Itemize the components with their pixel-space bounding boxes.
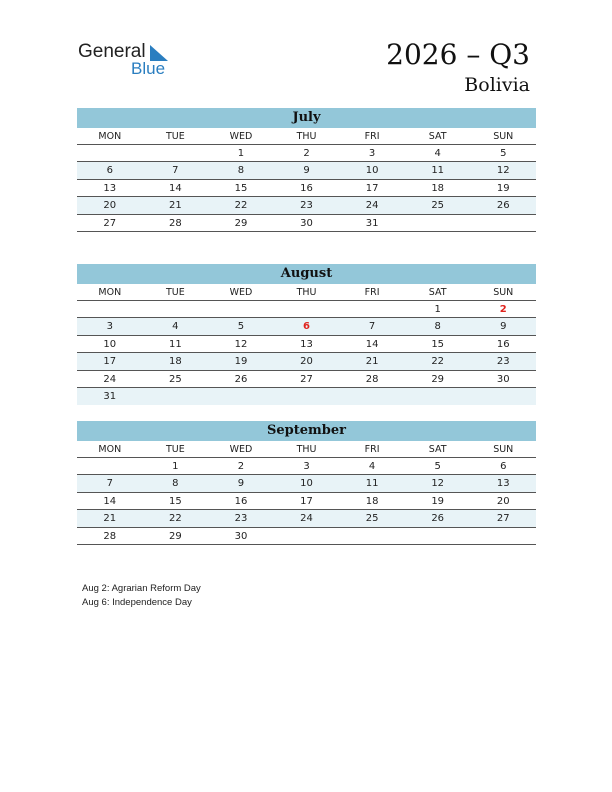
day-cell: 18: [431, 182, 445, 194]
day-cell: 29: [169, 530, 182, 542]
day-cell: 13: [496, 478, 510, 490]
week-row: [77, 388, 536, 405]
day-cell: 8: [434, 321, 441, 333]
day-cell: 20: [103, 200, 117, 212]
day-cell: 4: [434, 148, 441, 159]
day-cell: [405, 528, 471, 544]
logo-blue-text: Blue: [131, 59, 166, 78]
day-cell: [77, 458, 143, 474]
day-cell: 23: [234, 513, 248, 525]
day-cell: 30: [496, 373, 510, 385]
day-cell: [470, 388, 536, 405]
day-cell: 10: [365, 165, 379, 177]
day-cell: 8: [237, 165, 245, 177]
day-cell: 14: [169, 182, 182, 194]
day-cell: 27: [496, 513, 510, 525]
day-cell: [274, 388, 340, 405]
day-cell: 19: [431, 495, 445, 507]
day-cell: 11: [169, 338, 182, 350]
country-name: Bolivia: [464, 74, 530, 96]
day-cell: 30: [234, 530, 248, 542]
day-cell: 15: [234, 182, 248, 194]
page-title: 2026 – Q3: [386, 38, 530, 71]
day-cell: 22: [169, 513, 182, 525]
week-row: [77, 215, 536, 232]
day-cell: 25: [431, 200, 445, 212]
day-cell: 24: [300, 513, 313, 525]
week-row: [77, 510, 536, 527]
weekday-header-row: [77, 284, 536, 301]
month-name: July: [77, 108, 536, 128]
day-cell: 12: [234, 338, 248, 350]
day-cell: 23: [300, 200, 313, 212]
weekday-label: MON: [98, 131, 122, 142]
day-cell: 20: [300, 356, 313, 368]
day-cell: 10: [103, 338, 117, 350]
weekday-header-row: [77, 441, 536, 458]
weekday-label: TUE: [165, 444, 185, 455]
day-cell: 6: [106, 165, 113, 177]
day-cell: 5: [500, 148, 507, 159]
weekday-label: FRI: [364, 444, 380, 455]
day-cell: 19: [496, 182, 510, 194]
day-cell: [405, 388, 471, 405]
day-cell: 12: [431, 478, 445, 490]
day-cell: 4: [172, 321, 179, 333]
day-cell: 15: [169, 495, 182, 507]
week-row: [77, 145, 536, 162]
month-september: [77, 421, 536, 545]
day-cell: 9: [303, 165, 310, 177]
week-row: [77, 318, 536, 335]
day-cell: 16: [300, 182, 313, 194]
day-cell: 20: [496, 495, 510, 507]
day-cell: 18: [365, 495, 379, 507]
day-cell: [143, 145, 209, 161]
day-cell: 22: [234, 200, 248, 212]
day-cell: 28: [103, 530, 117, 542]
weekday-label: WED: [229, 287, 253, 298]
day-cell: [143, 301, 209, 317]
holiday-note: Aug 6: Independence Day: [82, 597, 192, 608]
day-cell: 26: [431, 513, 445, 525]
day-cell: [339, 301, 405, 317]
day-cell: [339, 528, 405, 544]
day-cell: 7: [106, 478, 113, 490]
month-july: [77, 108, 536, 232]
weekday-label: WED: [229, 444, 253, 455]
week-row: [77, 162, 536, 179]
day-cell: [339, 388, 405, 405]
day-cell: 1: [434, 304, 441, 315]
day-cell: 1: [172, 461, 179, 472]
weekday-label: SUN: [493, 444, 514, 455]
day-cell: 17: [300, 495, 313, 507]
logo: [78, 40, 178, 80]
holiday-day-cell: 6: [303, 321, 310, 333]
weekday-label: SUN: [493, 131, 514, 142]
day-cell: 4: [368, 461, 376, 472]
day-cell: 3: [368, 148, 376, 159]
day-cell: 9: [500, 321, 507, 333]
day-cell: 12: [496, 165, 510, 177]
day-cell: 16: [496, 338, 510, 350]
day-cell: 3: [106, 321, 113, 333]
day-cell: 8: [172, 478, 179, 490]
day-cell: 24: [103, 373, 117, 385]
weekday-label: SAT: [428, 444, 447, 455]
day-cell: [470, 528, 536, 544]
weekday-label: MON: [98, 287, 122, 298]
day-cell: 14: [103, 495, 117, 507]
day-cell: 28: [365, 373, 379, 385]
weekday-label: THU: [296, 287, 317, 298]
month-name: August: [77, 264, 536, 284]
weekday-header-row: [77, 128, 536, 145]
weekday-label: THU: [296, 131, 317, 142]
weekday-label: TUE: [165, 131, 185, 142]
weekday-label: SUN: [493, 287, 514, 298]
day-cell: [77, 145, 143, 161]
week-row: [77, 371, 536, 388]
day-cell: 26: [234, 373, 248, 385]
day-cell: 21: [169, 200, 182, 212]
day-cell: 29: [431, 373, 445, 385]
weekday-label: FRI: [364, 287, 380, 298]
day-cell: [143, 388, 209, 405]
day-cell: 14: [365, 338, 379, 350]
day-cell: 10: [300, 478, 313, 490]
day-cell: 27: [103, 217, 117, 229]
day-cell: 1: [237, 148, 245, 159]
day-cell: [470, 215, 536, 231]
day-cell: 3: [303, 461, 310, 472]
day-cell: 13: [103, 182, 117, 194]
day-cell: 26: [496, 200, 510, 212]
month-august: [77, 264, 536, 405]
week-row: [77, 493, 536, 510]
day-cell: 22: [431, 356, 445, 368]
day-cell: [405, 215, 471, 231]
day-cell: 7: [172, 165, 179, 177]
weekday-label: SAT: [428, 287, 447, 298]
day-cell: 7: [368, 321, 376, 333]
week-row: [77, 353, 536, 370]
day-cell: [208, 301, 274, 317]
week-row: [77, 336, 536, 353]
day-cell: 11: [431, 165, 445, 177]
week-row: [77, 197, 536, 214]
week-row: [77, 528, 536, 545]
day-cell: 16: [234, 495, 248, 507]
day-cell: 25: [169, 373, 182, 385]
day-cell: 2: [237, 461, 245, 472]
day-cell: 17: [103, 356, 117, 368]
holiday-day-cell: 2: [499, 304, 507, 315]
weekday-label: FRI: [364, 131, 380, 142]
day-cell: 15: [431, 338, 445, 350]
day-cell: 21: [103, 513, 117, 525]
weekday-label: SAT: [428, 131, 447, 142]
day-cell: 29: [234, 217, 248, 229]
day-cell: 18: [169, 356, 182, 368]
day-cell: 2: [303, 148, 310, 159]
day-cell: 11: [365, 478, 379, 490]
day-cell: 5: [237, 321, 245, 333]
day-cell: 5: [434, 461, 441, 472]
day-cell: 31: [365, 217, 379, 229]
holiday-note: Aug 2: Agrarian Reform Day: [82, 583, 201, 594]
weekday-label: TUE: [165, 287, 185, 298]
week-row: [77, 475, 536, 492]
week-row: [77, 458, 536, 475]
weekday-label: THU: [296, 444, 317, 455]
day-cell: 30: [300, 217, 313, 229]
holiday-notes: [82, 582, 201, 610]
day-cell: [77, 301, 143, 317]
weekday-label: MON: [98, 444, 122, 455]
month-name: September: [77, 421, 536, 441]
day-cell: [208, 388, 274, 405]
day-cell: 21: [365, 356, 379, 368]
day-cell: 31: [103, 390, 117, 402]
day-cell: 23: [496, 356, 510, 368]
day-cell: 9: [237, 478, 245, 490]
day-cell: 25: [365, 513, 379, 525]
day-cell: 28: [169, 217, 182, 229]
week-row: [77, 180, 536, 197]
day-cell: [274, 301, 340, 317]
day-cell: [274, 528, 340, 544]
day-cell: 24: [365, 200, 379, 212]
logo-general-text: General: [78, 41, 146, 62]
day-cell: 17: [365, 182, 379, 194]
week-row: [77, 301, 536, 318]
weekday-label: WED: [229, 131, 253, 142]
day-cell: 27: [300, 373, 313, 385]
day-cell: 19: [234, 356, 248, 368]
day-cell: 13: [300, 338, 313, 350]
day-cell: 6: [500, 461, 507, 472]
